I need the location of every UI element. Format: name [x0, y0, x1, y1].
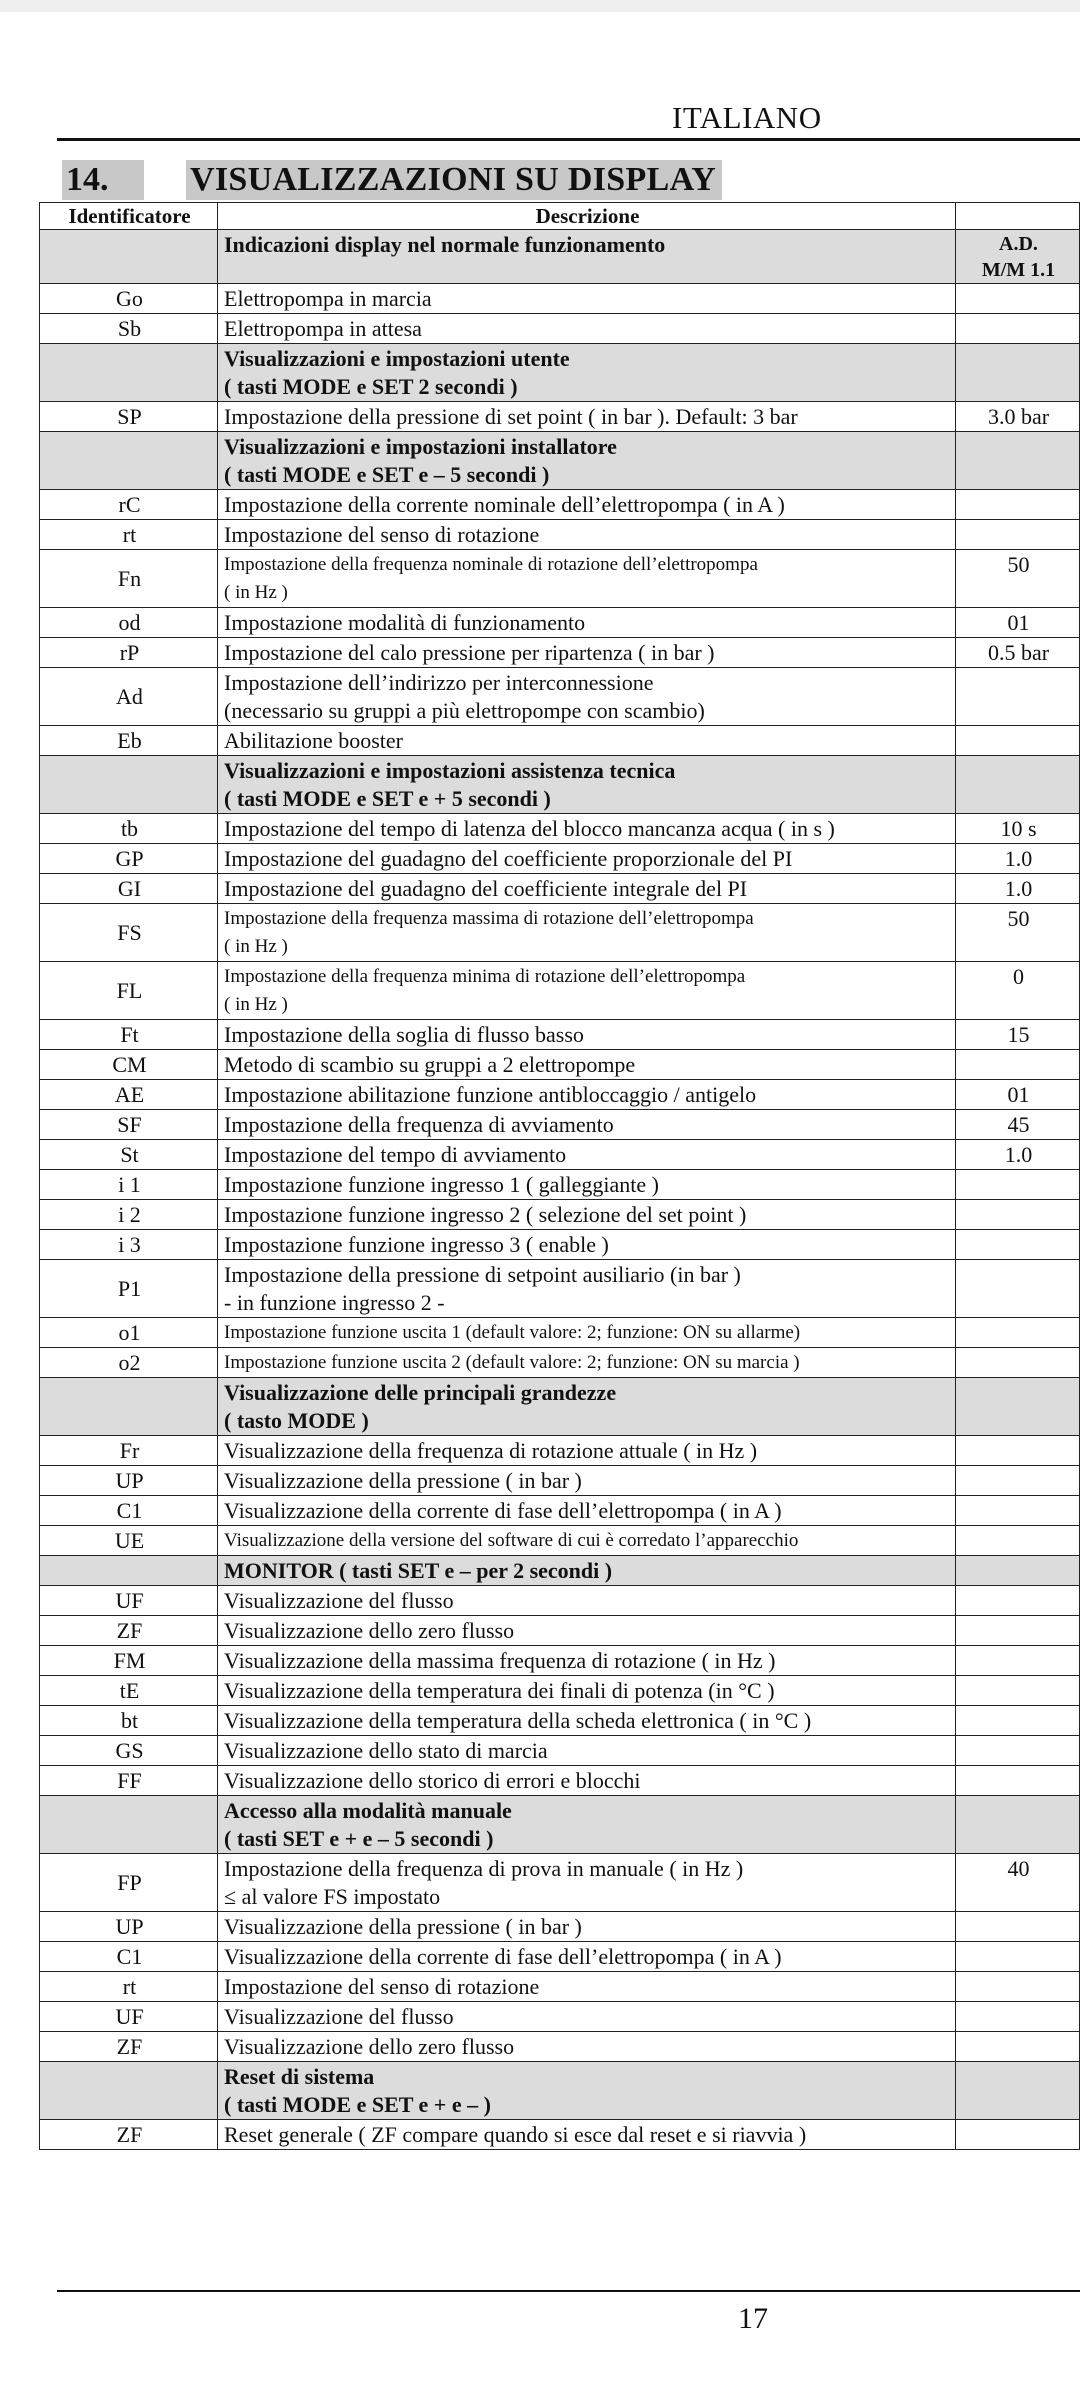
default-value-cell: 40: [955, 1854, 1080, 1911]
description-cell: [217, 1556, 955, 1585]
table-row: [39, 637, 1080, 667]
description-line: Visualizzazione delle principali grandezze: [224, 1380, 617, 1405]
identifier-cell: UP: [39, 1912, 217, 1941]
description-cell: [217, 314, 955, 343]
description-line: Impostazione funzione uscita 2 (default valore: 2; funzione: ON su marcia ): [224, 1352, 800, 1373]
description-line: Visualizzazioni e impostazioni utente: [224, 346, 570, 371]
table-section-row: [39, 2061, 1080, 2119]
description-cell: [217, 608, 955, 637]
description-line-2: - in funzione ingresso 2 -: [224, 1290, 445, 1315]
default-value-cell: 3.0 bar: [955, 402, 1080, 431]
default-value-cell: [955, 1260, 1080, 1317]
description-line: Impostazione della frequenza minima di rotazione dell’elettropompa: [224, 966, 746, 987]
default-value-cell: [955, 1378, 1080, 1435]
table-section-row: [39, 1795, 1080, 1853]
identifier-cell: UF: [39, 2002, 217, 2031]
table-section-row: [39, 343, 1080, 401]
default-value-cell: [955, 668, 1080, 725]
description-cell: [217, 1230, 955, 1259]
identifier-cell: od: [39, 608, 217, 637]
description-cell: [217, 2002, 955, 2031]
identifier-cell: Ad: [39, 668, 217, 725]
default-value-cell: [955, 344, 1080, 401]
identifier-cell: Fr: [39, 1436, 217, 1465]
description-cell: [217, 1526, 955, 1555]
section-heading: VISUALIZZAZIONI SU DISPLAY: [186, 160, 722, 200]
description-cell: [217, 1140, 955, 1169]
description-line: Impostazione della frequenza nominale di rotazione dell’elettropompa: [224, 554, 758, 575]
table-row: [39, 1435, 1080, 1465]
identifier-cell: UP: [39, 1466, 217, 1495]
description-cell: [217, 550, 955, 607]
footer-rule: [57, 2290, 1080, 2292]
default-value-cell: 45: [955, 1110, 1080, 1139]
description-cell: [217, 844, 955, 873]
description-line: Impostazione della soglia di flusso basso: [224, 1022, 584, 1047]
description-line: Visualizzazione dello stato di marcia: [224, 1738, 548, 1763]
description-cell: [217, 1736, 955, 1765]
description-cell: [217, 962, 955, 1019]
description-line: Elettropompa in marcia: [224, 286, 432, 311]
description-line: Visualizzazione dello zero flusso: [224, 2034, 515, 2059]
default-value-cell: [955, 1796, 1080, 1853]
identifier-cell: C1: [39, 1496, 217, 1525]
default-value-cell: [955, 314, 1080, 343]
identifier-cell: GP: [39, 844, 217, 873]
description-line: Impostazione dell’indirizzo per interconnessione: [224, 670, 654, 695]
table-row: [39, 903, 1080, 961]
description-line: Impostazione del senso di rotazione: [224, 522, 540, 547]
description-line-2: ( tasti SET e + e – 5 secondi ): [224, 1826, 494, 1851]
default-value-cell: [955, 1170, 1080, 1199]
description-line: Impostazione della pressione di setpoint ausiliario (in bar ): [224, 1262, 741, 1287]
identifier-cell: C1: [39, 1942, 217, 1971]
default-value-cell: [955, 1526, 1080, 1555]
description-line: Indicazioni display nel normale funzionamento: [224, 232, 666, 257]
identifier-cell: GS: [39, 1736, 217, 1765]
description-cell: [217, 904, 955, 961]
table-section-row: [39, 431, 1080, 489]
description-line: Impostazione del tempo di avviamento: [224, 1142, 567, 1167]
table-row: [39, 667, 1080, 725]
table-row: [39, 725, 1080, 755]
default-value-cell: [955, 1646, 1080, 1675]
default-value-cell: [955, 2062, 1080, 2119]
description-cell: [217, 1200, 955, 1229]
identifier-cell: [39, 1796, 217, 1853]
default-value-cell: [955, 1736, 1080, 1765]
default-value-cell: [955, 1466, 1080, 1495]
description-line: Visualizzazioni e impostazioni installatore: [224, 434, 617, 459]
description-cell: [217, 2120, 955, 2149]
table-row: [39, 1735, 1080, 1765]
column-header-id: Identificatore: [39, 203, 217, 229]
default-value-cell: [955, 1318, 1080, 1347]
identifier-cell: FL: [39, 962, 217, 1019]
identifier-cell: SP: [39, 402, 217, 431]
description-cell: [217, 1912, 955, 1941]
table-row: [39, 1347, 1080, 1377]
table-body: [39, 229, 1080, 2150]
table-section-row: [39, 229, 1080, 283]
identifier-cell: tE: [39, 1676, 217, 1705]
description-cell: [217, 726, 955, 755]
table-row: [39, 1139, 1080, 1169]
description-cell: [217, 2032, 955, 2061]
identifier-cell: ZF: [39, 1616, 217, 1645]
identifier-cell: FP: [39, 1854, 217, 1911]
table-row: [39, 873, 1080, 903]
description-line: Reset di sistema: [224, 2064, 375, 2089]
default-value-cell: [955, 1496, 1080, 1525]
description-line: Visualizzazione della corrente di fase dell’elettropompa ( in A ): [224, 1944, 782, 1969]
description-cell: [217, 1348, 955, 1377]
identifier-cell: rt: [39, 1972, 217, 2001]
description-cell: [217, 490, 955, 519]
table-row: [39, 401, 1080, 431]
table-row: [39, 313, 1080, 343]
description-line: Visualizzazione della versione del software di cui è corredato l’apparecchio: [224, 1530, 799, 1551]
identifier-cell: CM: [39, 1050, 217, 1079]
table-row: [39, 1229, 1080, 1259]
description-cell: [217, 756, 955, 813]
description-line: Impostazione del guadagno del coefficiente proporzionale del PI: [224, 846, 793, 871]
identifier-cell: [39, 230, 217, 283]
description-line: Impostazione funzione ingresso 1 ( galleggiante ): [224, 1172, 659, 1197]
table-section-row: [39, 1555, 1080, 1585]
default-value-cell: [955, 2120, 1080, 2149]
description-line: Metodo di scambio su gruppi a 2 elettropompe: [224, 1052, 636, 1077]
description-line: Impostazione della frequenza di prova in manuale ( in Hz ): [224, 1856, 744, 1881]
identifier-cell: FS: [39, 904, 217, 961]
default-value-cell: 0.5 bar: [955, 638, 1080, 667]
description-line: Impostazione del guadagno del coefficiente integrale del PI: [224, 876, 748, 901]
identifier-cell: GI: [39, 874, 217, 903]
table-row: [39, 1941, 1080, 1971]
description-cell: [217, 230, 955, 283]
description-cell: [217, 1942, 955, 1971]
description-cell: [217, 1170, 955, 1199]
description-cell: [217, 1706, 955, 1735]
identifier-cell: Eb: [39, 726, 217, 755]
identifier-cell: [39, 756, 217, 813]
display-table: [39, 202, 1080, 2150]
description-line-2: ( tasti MODE e SET e – 5 secondi ): [224, 462, 550, 487]
identifier-cell: [39, 1378, 217, 1435]
language-label: ITALIANO: [672, 100, 822, 135]
default-value-cell: [955, 1972, 1080, 2001]
description-cell: [217, 1436, 955, 1465]
table-row: [39, 1765, 1080, 1795]
top-strip: [0, 0, 1080, 12]
description-line: Visualizzazione della pressione ( in bar ): [224, 1914, 582, 1939]
column-header-default: [955, 203, 1080, 229]
table-row: [39, 1109, 1080, 1139]
default-value-cell: [955, 1586, 1080, 1615]
description-line-2: ( in Hz ): [224, 994, 288, 1015]
description-line-2: (necessario su gruppi a più elettropompe con scambio): [224, 698, 705, 723]
table-row: [39, 607, 1080, 637]
table-row: [39, 1259, 1080, 1317]
default-value-cell: [955, 1230, 1080, 1259]
table-row: [39, 1049, 1080, 1079]
description-cell: [217, 1766, 955, 1795]
description-line: Visualizzazione dello zero flusso: [224, 1618, 515, 1643]
description-line: Impostazione del senso di rotazione: [224, 1974, 540, 1999]
description-cell: [217, 668, 955, 725]
description-cell: [217, 432, 955, 489]
description-cell: [217, 1496, 955, 1525]
description-line-2: ( tasto MODE ): [224, 1408, 369, 1433]
default-value-cell: [955, 726, 1080, 755]
description-line: MONITOR ( tasti SET e – per 2 secondi ): [224, 1558, 613, 1583]
description-cell: [217, 1378, 955, 1435]
table-row: [39, 1675, 1080, 1705]
default-value-cell: [955, 2002, 1080, 2031]
default-value-cell: [955, 1676, 1080, 1705]
description-line: Visualizzazione della pressione ( in bar ): [224, 1468, 582, 1493]
description-line: Impostazione della frequenza di avviamento: [224, 1112, 614, 1137]
identifier-cell: i 1: [39, 1170, 217, 1199]
table-row: [39, 519, 1080, 549]
default-value-cell: [955, 1912, 1080, 1941]
description-line: Visualizzazione della frequenza di rotazione attuale ( in Hz ): [224, 1438, 758, 1463]
description-line: Impostazione del calo pressione per ripartenza ( in bar ): [224, 640, 715, 665]
default-value-cell: [955, 520, 1080, 549]
description-line: Elettropompa in attesa: [224, 316, 422, 341]
identifier-cell: UE: [39, 1526, 217, 1555]
table-row: [39, 1615, 1080, 1645]
identifier-cell: ZF: [39, 2120, 217, 2149]
page-footer: [0, 2290, 1080, 2350]
default-value-cell: [955, 1556, 1080, 1585]
description-line: Reset generale ( ZF compare quando si esce dal reset e si riavvia ): [224, 2122, 807, 2147]
identifier-cell: SF: [39, 1110, 217, 1139]
description-line: Visualizzazione del flusso: [224, 1588, 454, 1613]
description-line-2: ( tasti MODE e SET 2 secondi ): [224, 374, 518, 399]
description-cell: [217, 1110, 955, 1139]
identifier-cell: [39, 432, 217, 489]
identifier-cell: Go: [39, 284, 217, 313]
description-cell: [217, 1466, 955, 1495]
description-line: Impostazione abilitazione funzione antibloccaggio / antigelo: [224, 1082, 757, 1107]
page-number: 17: [738, 2302, 768, 2335]
identifier-cell: UF: [39, 1586, 217, 1615]
column-header-desc: Descrizione: [217, 203, 955, 229]
table-row: [39, 2001, 1080, 2031]
table-row: [39, 283, 1080, 313]
default-value-cell: [955, 1348, 1080, 1377]
section-number: 14.: [62, 160, 144, 200]
default-value-cell: 10 s: [955, 814, 1080, 843]
description-line-2: ( in Hz ): [224, 936, 288, 957]
description-cell: [217, 1676, 955, 1705]
description-line: Impostazione funzione ingresso 2 ( selezione del set point ): [224, 1202, 747, 1227]
description-cell: [217, 1854, 955, 1911]
default-value-cell: [955, 1766, 1080, 1795]
description-cell: [217, 520, 955, 549]
header-rule: [57, 138, 1080, 141]
table-row: [39, 1495, 1080, 1525]
default-value-cell: [955, 1616, 1080, 1645]
identifier-cell: i 2: [39, 1200, 217, 1229]
default-value-cell: [955, 756, 1080, 813]
description-cell: [217, 1616, 955, 1645]
identifier-cell: AE: [39, 1080, 217, 1109]
default-value-cell: 1.0: [955, 874, 1080, 903]
table-row: [39, 1019, 1080, 1049]
description-line: Accesso alla modalità manuale: [224, 1798, 512, 1823]
table-row: [39, 1169, 1080, 1199]
description-line: Visualizzazione della temperatura della scheda elettronica ( in °C ): [224, 1708, 812, 1733]
identifier-cell: FF: [39, 1766, 217, 1795]
table-row: [39, 1971, 1080, 2001]
table-section-row: [39, 755, 1080, 813]
table-row: [39, 1705, 1080, 1735]
description-cell: [217, 344, 955, 401]
identifier-cell: tb: [39, 814, 217, 843]
table-row: [39, 489, 1080, 519]
description-line: Visualizzazione del flusso: [224, 2004, 454, 2029]
table-row: [39, 1465, 1080, 1495]
default-value-cell: 50: [955, 904, 1080, 961]
identifier-cell: Fn: [39, 550, 217, 607]
description-line: Impostazione funzione ingresso 3 ( enable ): [224, 1232, 609, 1257]
identifier-cell: rP: [39, 638, 217, 667]
description-line-2: ( tasti MODE e SET e + 5 secondi ): [224, 786, 551, 811]
default-value-cell: [955, 490, 1080, 519]
identifier-cell: rC: [39, 490, 217, 519]
identifier-cell: P1: [39, 1260, 217, 1317]
identifier-cell: [39, 344, 217, 401]
table-section-row: [39, 1377, 1080, 1435]
description-cell: [217, 1080, 955, 1109]
identifier-cell: o1: [39, 1318, 217, 1347]
description-cell: [217, 1972, 955, 2001]
identifier-cell: [39, 2062, 217, 2119]
description-cell: [217, 402, 955, 431]
description-line-2: ( tasti MODE e SET e + e – ): [224, 2092, 491, 2117]
default-value-cell: 1.0: [955, 844, 1080, 873]
table-row: [39, 843, 1080, 873]
description-line: Visualizzazioni e impostazioni assistenza tecnica: [224, 758, 676, 783]
table-row: [39, 1317, 1080, 1347]
default-value-cell: [955, 284, 1080, 313]
table-row: [39, 2119, 1080, 2150]
description-line: Impostazione della pressione di set point ( in bar ). Default: 3 bar: [224, 404, 798, 429]
description-line-2: ≤ al valore FS impostato: [224, 1884, 441, 1909]
description-cell: [217, 874, 955, 903]
default-value-cell: 15: [955, 1020, 1080, 1049]
default-value-cell: [955, 1200, 1080, 1229]
description-cell: [217, 1796, 955, 1853]
default-value-cell: [955, 1436, 1080, 1465]
section-title: [0, 160, 1080, 202]
table-row: [39, 1645, 1080, 1675]
description-line: Impostazione della corrente nominale dell’elettropompa ( in A ): [224, 492, 785, 517]
description-cell: [217, 2062, 955, 2119]
table-header-row: [39, 202, 1080, 229]
default-value-cell: [955, 1050, 1080, 1079]
description-cell: [217, 1260, 955, 1317]
table-row: [39, 1911, 1080, 1941]
description-line: Visualizzazione della corrente di fase dell’elettropompa ( in A ): [224, 1498, 782, 1523]
description-cell: [217, 1050, 955, 1079]
identifier-cell: o2: [39, 1348, 217, 1377]
default-value-cell: 1.0: [955, 1140, 1080, 1169]
description-cell: [217, 1020, 955, 1049]
default-value-cell: 01: [955, 1080, 1080, 1109]
table-row: [39, 1079, 1080, 1109]
identifier-cell: i 3: [39, 1230, 217, 1259]
description-line: Impostazione del tempo di latenza del blocco mancanza acqua ( in s ): [224, 816, 835, 841]
default-value-cell: 01: [955, 608, 1080, 637]
identifier-cell: St: [39, 1140, 217, 1169]
identifier-cell: Ft: [39, 1020, 217, 1049]
table-row: [39, 1853, 1080, 1911]
table-row: [39, 2031, 1080, 2061]
description-line: Visualizzazione della temperatura dei finali di potenza (in °C ): [224, 1678, 775, 1703]
table-row: [39, 961, 1080, 1019]
description-cell: [217, 284, 955, 313]
default-value-cell: [955, 1942, 1080, 1971]
identifier-cell: FM: [39, 1646, 217, 1675]
identifier-cell: [39, 1556, 217, 1585]
description-cell: [217, 1646, 955, 1675]
default-value-cell: A.D. M/M 1.1: [955, 230, 1080, 283]
description-line: Impostazione della frequenza massima di rotazione dell’elettropompa: [224, 908, 754, 929]
description-line-2: ( in Hz ): [224, 582, 288, 603]
description-line: Visualizzazione della massima frequenza di rotazione ( in Hz ): [224, 1648, 776, 1673]
table-row: [39, 813, 1080, 843]
description-line: Visualizzazione dello storico di errori e blocchi: [224, 1768, 641, 1793]
default-value-cell: [955, 2032, 1080, 2061]
identifier-cell: bt: [39, 1706, 217, 1735]
description-line: Impostazione modalità di funzionamento: [224, 610, 586, 635]
description-cell: [217, 1586, 955, 1615]
default-value-cell: [955, 1706, 1080, 1735]
identifier-cell: Sb: [39, 314, 217, 343]
description-cell: [217, 814, 955, 843]
table-row: [39, 549, 1080, 607]
default-value-cell: [955, 432, 1080, 489]
table-row: [39, 1585, 1080, 1615]
default-value-cell: 50: [955, 550, 1080, 607]
description-line: Abilitazione booster: [224, 728, 404, 753]
default-value-cell: 0: [955, 962, 1080, 1019]
description-cell: [217, 1318, 955, 1347]
identifier-cell: ZF: [39, 2032, 217, 2061]
table-row: [39, 1525, 1080, 1555]
page-header: [0, 100, 1080, 140]
table-row: [39, 1199, 1080, 1229]
description-cell: [217, 638, 955, 667]
description-line: Impostazione funzione uscita 1 (default valore: 2; funzione: ON su allarme): [224, 1322, 801, 1343]
identifier-cell: rt: [39, 520, 217, 549]
